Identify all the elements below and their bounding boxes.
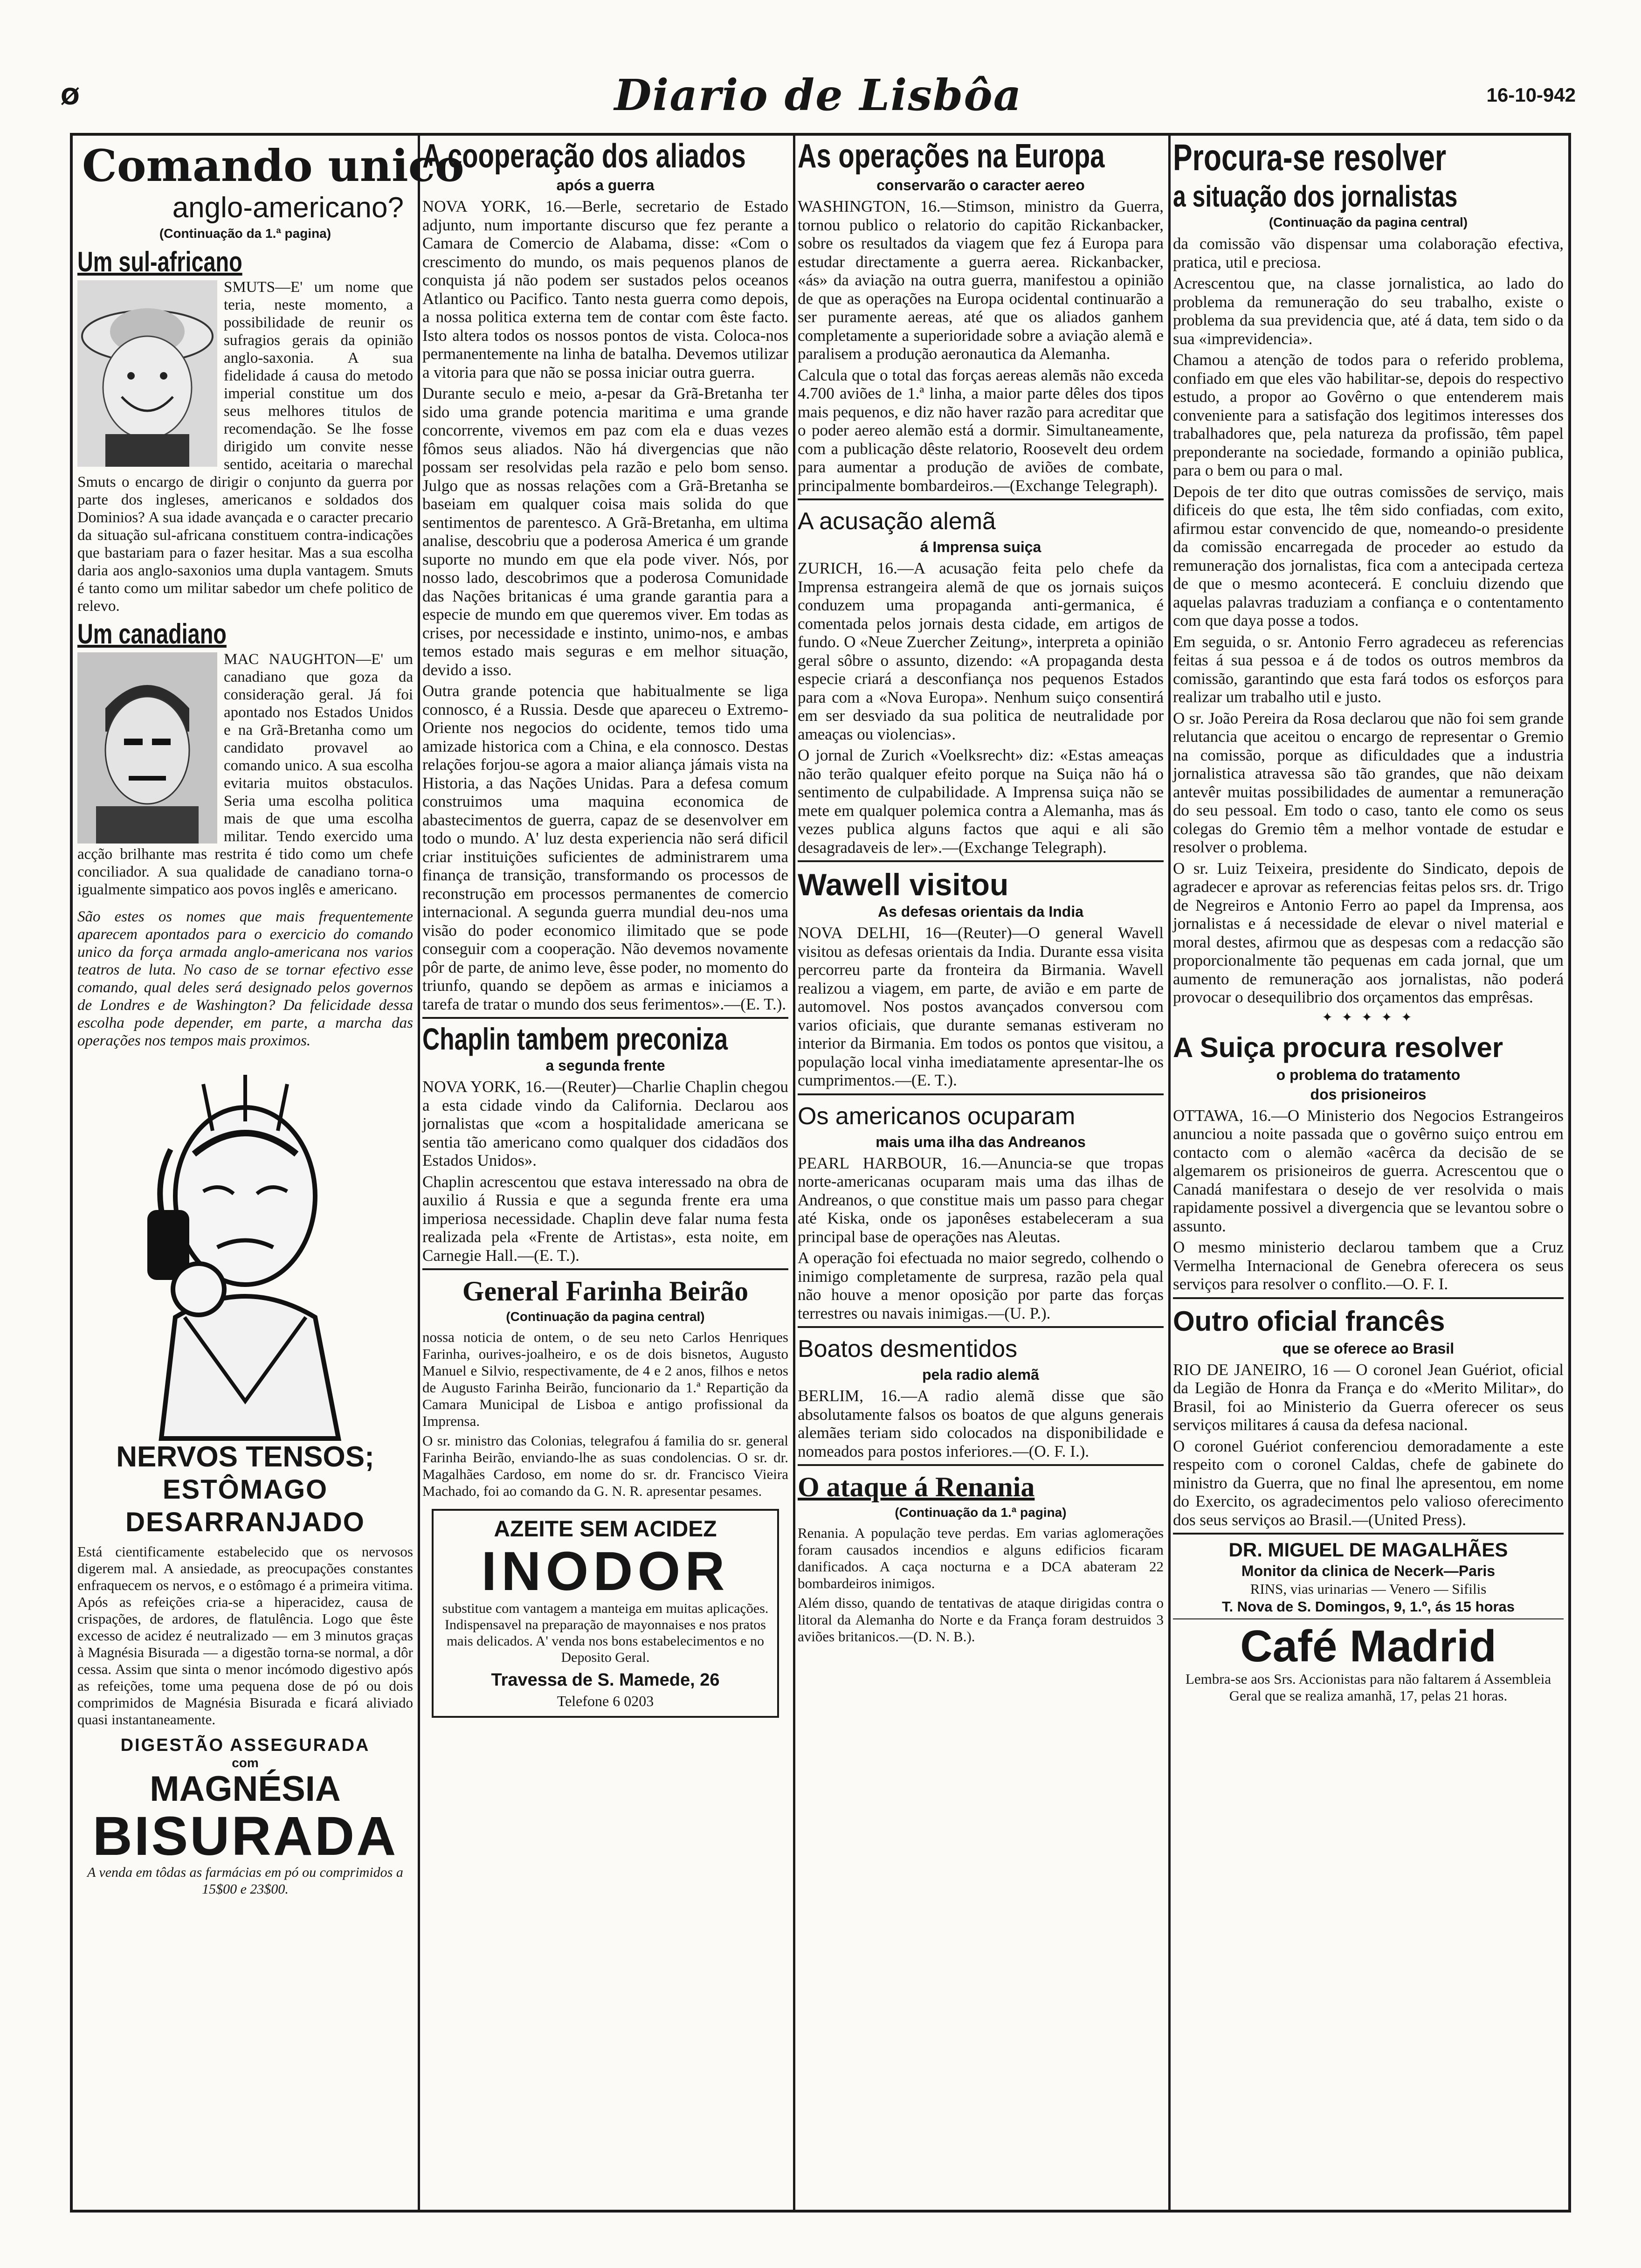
column-2 xyxy=(418,136,793,2210)
divider xyxy=(1173,1618,1564,1619)
article-paragraph: Depois de ter dito que outras comissões de serviço, mais dificeis do que esta, lhe têm sido confiadas, com exito, afirmou estar convencido de que, nomeando-o presidente da comissão encarregada de proceder ao estudo da remuneração dos jornalistas, fica com a antecipada certeza de que o mesmo acontecerá. E concluiu dizendo que aquelas palavras traduziam a confiança e o contentamento com que daya posse a todos. xyxy=(1173,482,1564,629)
article-paragraph: NOVA YORK, 16.—Berle, secretario de Estado adjunto, num importante discurso que fez perante a Camara de Comercio de Alabama, disse: «Com o crescimento do mundo, os mais pequenos planos de conquista já não podem ser sustados pelos oceanos Atlantico ou Pacifico. Tanto nesta guerra como depois, a nossa politica externa tem de contar com êste facto. Isto altera todos os nossos pontos de vista. Coloca-nos permanentemente na linha de batalha. Devemos utilizar a vitoria para que não se possa iniciar outra guerra. xyxy=(422,197,788,381)
article-paragraph: Além disso, quando de tentativas de ataque dirigidas contra o litoral da Alemanha do Norte e da França foram destruidos 3 aviões britanicos.—(D. N. B.). xyxy=(798,1595,1164,1645)
article-paragraph: O jornal de Zurich «Voelksrecht» diz: «Estas ameaças não terão qualquer efeito porque na Suiça não há o sentimento de culpabilidade. A Imprensa suiça não se mete em qualquer polemica contra a Alemanha, mas ás vezes publica alguns factos que aqui e ali são desagradaveis de ler».—(Exchange Telegraph). xyxy=(798,746,1164,857)
article-text: MAC NAUGHTON—E' um canadiano que goza da consideração geral. Já foi apontado nos Estados Unidos e na Grã-Bretanha como um candidato provavel ao comando unico. A sua escolha evitaria muitos obstaculos. Seria uma escolha politica mais de que uma escolha militar. Tendo exercido uma acção brilhante mas restrita é tido como um chefe conciliador. A sua qualidade de canadiano torna-o igualmente simpatico aos povos inglês e americano. xyxy=(77,651,413,898)
advert-body: Lembra-se aos Srs. Accionistas para não faltarem á Assembleia Geral que se realiza amanhã, 17, pelas 21 horas. xyxy=(1185,1671,1551,1704)
article-paragraph: O sr. João Pereira da Rosa declarou que não foi sem grande relutancia que aceitou o encargo de representar o Gremio na comissão, porque as dificuldades que a industria jornalistica atravessa são tão grandes, que não deixam antevêr muitas possibilidades de aumentar a remuneração do seu pessoal. Em todo o caso, tanto ele como os seus colegas do Gremio têm a melhor vontade de estudar e resolver o problema. xyxy=(1173,709,1564,856)
headline-oficial-frances: Outro oficial francês xyxy=(1173,1305,1445,1337)
article-paragraph: O coronel Guériot conferenciou demoradamente a este respeito com o coronel Caldas, chefe de gabinete do ministro da Guerra, que no final lhe apresentou, em nome do Exercito, os agradecimentos pelo valioso oferecimento dos seus serviços ao Brasil.—(United Press). xyxy=(1173,1437,1564,1529)
subheadline: á Imprensa suiça xyxy=(920,539,1041,555)
headline-boatos: Boatos desmentidos xyxy=(798,1335,1018,1362)
advert-footnote: A venda em tôdas as farmácias em pó ou comprimidos a 15$00 e 23$00. xyxy=(87,1865,403,1897)
advert-line: AZEITE SEM ACIDEZ xyxy=(494,1517,717,1542)
page-frame xyxy=(70,133,1571,2213)
article-paragraph: WASHINGTON, 16.—Stimson, ministro da Guerra, tornou publico o relatorio do capitão Rickanbacker, sobre os resultados da viagem que fez á Europa para estudar directamente a guerra aerea. Rickanbacker, «ás» da aviação na outra guerra, manifestou a opinião de que as operações na Europa ocidental continuarão a ser puramente aereas, até que os aliados ganhem completamente a superioridade sobre a aviação alemã e paralisem a produção aeronautica da Alemanha. xyxy=(798,197,1164,363)
subheadline: As defesas orientais da India xyxy=(877,903,1084,920)
telephone-man-image xyxy=(105,1056,385,1438)
advert-cafe-madrid xyxy=(1173,1622,1564,1704)
advert-line: Monitor da clinica de Necerk—Paris xyxy=(1241,1563,1496,1579)
article-paragraph: Em seguida, o sr. Antonio Ferro agradeceu as referencias feitas á sua pessoa e á de todos os outros membros da comissão, garantindo que esta fará todos os esforços para realizar um trabalho util e justo. xyxy=(1173,632,1564,706)
issue-date: 16-10-942 xyxy=(1486,84,1576,106)
advert-magnesia-bisurada xyxy=(77,1056,413,1898)
advert-com: com xyxy=(232,1756,259,1770)
headline-suica: A Suiça procura resolver xyxy=(1173,1031,1503,1063)
article-paragraph: Chamou a atenção de todos para o referido problema, confiado em que eles vão habilitar-se, depois do respectivo estudo, a propor ao Govêrno o que entenderem mais conveniente para a satisfação dos legitimos interesses dos trabalhadores que, pela natureza da profissão, têm papel preponderante na sociedade, formando a opinião publica, para o bem ou para o mal. xyxy=(1173,351,1564,479)
divider-ornament: ✦ ✦ ✦ ✦ ✦ xyxy=(1322,1010,1415,1025)
article-paragraph: OTTAWA, 16.—O Ministerio dos Negocios Estrangeiros anunciou a noite passada que o govêrno suiço entrou em contacto com o alemão «acêrca da decisão de se algemarem os prisioneiros de guerra. Acrescentou que o Canadá manifestara o desejo de ver resolvida o mais rapidamente possivel a divergencia que se levantou sobre o assunto. xyxy=(1173,1106,1564,1235)
subheadline: após a guerra xyxy=(556,177,655,194)
headline-subtitle: anglo-americano? xyxy=(172,192,404,224)
column-4 xyxy=(1168,136,1568,2210)
page-number: Ø xyxy=(61,84,80,110)
advert-slogan: DIGESTÃO ASSEGURADA xyxy=(120,1736,370,1755)
article-paragraph: Chaplin acrescentou que estava interessado na obra de auxilio á Russia e que a segunda frente era uma imperiosa necessidade. Chaplin deve falar numa festa realizada pela «Frente de Artistas», esta noite, em Carnegie Hall.—(E. T.). xyxy=(422,1172,788,1265)
masthead xyxy=(61,70,1576,126)
advert-name: Café Madrid xyxy=(1240,1621,1496,1671)
continuation-note: (Continuação da 1.ª pagina) xyxy=(895,1505,1067,1520)
portrait-smuts-image xyxy=(77,280,217,467)
article-paragraph: nossa noticia de ontem, o de seu neto Carlos Henriques Farinha, ourives-joalheiro, e os de dois bisnetos, Augusto Manuel e Silvio, respectivamente, de 4 e 2 anos, filhos e netos de Augusto Farinha Beirão, funcionario da 1.ª Repartição da Camara Municipal de Lisboa e antigo profissional da Imprensa. xyxy=(422,1329,788,1429)
subheadline: conservarão o caracter aereo xyxy=(876,177,1085,194)
article-paragraph: O sr. ministro das Colonias, telegrafou á familia do sr. general Farinha Beirão, enviando-lhe as suas condolencias. O sr. dr. Magalhães Cardoso, em nome do sr. dr. Francisco Vieira Machado, foi ao comando da G. N. R. apresentar pesames. xyxy=(422,1432,788,1499)
advert-phone: Telefone 6 0203 xyxy=(557,1693,654,1709)
portrait-mac-naughton-image xyxy=(77,652,217,844)
subheadline: mais uma ilha das Andreanos xyxy=(876,1133,1086,1150)
advert-brand-inodor: INODOR xyxy=(481,1541,730,1602)
divider xyxy=(798,1093,1164,1095)
article-paragraph: O sr. Luiz Teixeira, presidente do Sindicato, depois de agradecer e aprovar as referencias feitas pelos srs. dr. Trigo de Negreiros e Antonio Ferro ao papel da Imprensa, aos jornalistas e á necessidade de elevar o nivel material e moral destes, afirmou que as despesas com a redacção são proporcionalmente tão pequenas em cada jornal, que um aumento de remuneração aos jornalistas, não poderá provocar o desequilibrio dos orçamentos das emprêsas. xyxy=(1173,859,1564,1006)
headline-acusacao-alema: A acusação alemã xyxy=(798,508,996,535)
advert-body: substitue com vantagem a manteiga em muitas aplicações. Indispensavel na preparação de mayonnaises e nos pratos mais delicados. A' venda nos bons estabelecimentos e no Deposito Geral. xyxy=(442,1601,769,1665)
advert-brand-magnesia: MAGNÉSIA xyxy=(150,1769,341,1809)
headline-operacoes-europa: As operações na Europa xyxy=(798,138,1105,175)
article-closing: São estes os nomes que mais frequentemente aparecem apontados para o exercicio do comando unico da força armada anglo-americana nos varios teatros de luta. No caso de se tornar efectivo esse comando, qual deles será designado pelos governos de Londres e de Washington? Da felicidade dessa escolha pode depender, em parte, a marcha das operações nos tempos mais proximos. xyxy=(77,908,413,1049)
article-paragraph: BERLIM, 16.—A radio alemã disse que são absolutamente falsos os boatos de que alguns generais alemães teriam sido colocados na disponibilidade e nomeados para postos inferiores.—(O. F. I.). xyxy=(798,1387,1164,1460)
divider xyxy=(798,498,1164,500)
article-text: SMUTS—E' um nome que teria, neste momento, a possibilidade de reunir os sufragios gerais da opinião anglo-saxonia. A sua fidelidade á causa do metodo imperial constitue um dos seus melhores titulos de recomendação. Se lhe fosse dirigido um convite nesse sentido, aceitaria o marechal Smuts o encargo de dirigir o conjunto da guerra por parte dos ingleses, americanos e soldados dos Dominios? A sua idade avançada e o caracter precario da situação sul-africana constituem contra-indicações que bastariam para o fazer hesitar. Mas a sua escolha daria aos anglo-saxonios uma dupla vantagem. Smuts é tanto como um militar sabedor um chefe politico de relevo. xyxy=(77,279,413,615)
divider xyxy=(1173,1297,1564,1299)
divider xyxy=(798,1326,1164,1328)
subheadline: o problema do tratamento xyxy=(1276,1066,1461,1083)
continuation-note: (Continuação da pagina central) xyxy=(1269,215,1468,229)
subheadline: pela radio alemã xyxy=(922,1366,1039,1383)
article-paragraph: da comissão vão dispensar uma colaboração efectiva, pratica, util e preciosa. xyxy=(1173,235,1564,271)
article-paragraph: Outra grande potencia que habitualmente se liga connosco, é a Russia. Desde que apareceu o Extremo-Oriente nos negocios do ocidente, temos tido uma amizade historica com a China, e ela connosco. Destas relações forjou-se agora a maior aliança jámais vista na Historia, a das Nações Unidas. Para a defesa comum construimos uma maquina economica de abastecimentos de guerra, capaz de se desenvolver em todo o mundo. A' luz desta experiencia não será dificil criar instituições suficientes de administrarem uma finança de transição, transformando os processos de reconstrução em processos permanentes de comercio internacional. A segunda guerra mundial deu-nos uma visão do poder economico ilimitado que se pode conseguir com a cooperação. Não devemos novamente pôr de parte, de animo leve, êsse poder, no momento do triunfo, quando se depõem as armas e iniciamos a tarefa de tratar o mundo dos seus ferimentos».—(E. T.). xyxy=(422,682,788,1013)
column-1 xyxy=(73,136,464,2210)
subheadline: dos prisioneiros xyxy=(1310,1086,1427,1103)
article-paragraph: PEARL HARBOUR, 16.—Anuncia-se que tropas norte-americanas ocuparam mais uma das ilhas de Andreanos, o que constitue mais um passo para chegar até Kiska, onde os japonêses estabeleceram a sua principal base de operações nas Aleutas. xyxy=(798,1154,1164,1246)
headline-cooperacao: A cooperação dos aliados xyxy=(422,138,746,175)
advert-name: DR. MIGUEL DE MAGALHÃES xyxy=(1228,1539,1508,1561)
headline-situacao-jornalistas: a situação dos jornalistas xyxy=(1173,180,1458,213)
advert-dr-magalhaes xyxy=(1173,1538,1564,1616)
headline-procura-resolver: Procura-se resolver xyxy=(1173,137,1447,178)
article-paragraph: RIO DE JANEIRO, 16 — O coronel Jean Guériot, oficial da Legião de Honra da França e do «Merito Militar», do Brasil, foi ao Ministerio da Guerra oferecer os seus serviços militares á causa da defesa nacional. xyxy=(1173,1360,1564,1434)
subheadline: que se oferece ao Brasil xyxy=(1282,1340,1455,1357)
advert-line: T. Nova de S. Domingos, 9, 1.º, ás 15 horas xyxy=(1221,1598,1515,1615)
advert-brand-bisurada: BISURADA xyxy=(92,1805,398,1867)
subheadline: a segunda frente xyxy=(545,1057,665,1074)
article-paragraph: A operação foi efectuada no maior segredo, colhendo o inimigo completamente de surpresa, razão pela qual não houve a menor oposição por parte das forças terrestres ou navais inimigas.—(U. P.). xyxy=(798,1249,1164,1322)
section-head-sul-africano: Um sul-africano xyxy=(77,246,242,277)
headline-ataque-renania: O ataque á Renania xyxy=(798,1472,1035,1502)
divider xyxy=(422,1268,788,1270)
article-paragraph: ZURICH, 16.—A acusação feita pelo chefe da Imprensa estrangeira alemã de que os jornais suiços conduzem uma propaganda anti-germanica, é comentada pelos jornais desta cidade, em artigos de fundo. O «Neue Zuercher Zeitung», interpreta a opinião geral sôbre o assunto, dizendo: «A propaganda desta especie criará a desconfiança nos pequenos Estados para com a «Nova Europa». Nenhum suiço consentirá em ser desviado da sua politica de neutralidade por ameaças ou violencias». xyxy=(798,559,1164,743)
article-paragraph: NOVA YORK, 16.—(Reuter)—Charlie Chaplin chegou a esta cidade vindo da California. Declarou aos jornalistas que «com a hospitalidade americana se sentia tão americano como qualquer dos cidadãos dos Estados Unidos». xyxy=(422,1078,788,1169)
headline-comando-unico: Comando unico xyxy=(82,140,464,192)
headline-chaplin: Chaplin tambem preconiza xyxy=(422,1022,728,1056)
continuation-note: (Continuação da 1.ª pagina) xyxy=(159,226,331,241)
newspaper-title: Diario de Lisbôa xyxy=(614,70,1022,120)
article-paragraph: Acrescentou que, na classe jornalistica, ao lado do problema da remuneração do seu trabalho, existe o problema da sua previdencia que, até á data, tem sido o da sua «imprevidencia». xyxy=(1173,274,1564,348)
divider xyxy=(422,1017,788,1019)
article-paragraph: Durante seculo e meio, a-pesar da Grã-Bretanha ter sido uma grande potencia maritima e uma grande concorrente, vivemos em paz com ela e duas vezes fômos seus aliados. Não há divergencias que não possam ser resolvidas pela razão e pelo bom senso. Julgo que as nossas relações com a Grã-Bretanha se baseiam em qualquer coisa mais solida do que sentimentos de parentesco. A Grã-Bretanha, em ultima analise, descobriu que a poderosa America é um grande suporte no mundo em que ela pode viver. Nós, por nosso lado, descobrimos que a poderosa Comunidade das Nações britanicas é uma grande garantia para a especie de mundo em que queremos viver. Em todas as crises, por necessidade e instinto, unimo-nos, e ambas temos estado mais seguras e em melhor situação, devido a isso. xyxy=(422,384,788,679)
article-paragraph: Calcula que o total das forças aereas alemãs não exceda 4.700 aviões de 1.ª linha, a maior parte dêles dos tipos mais pequenos, e diz não haver razão para acreditar que o poder aereo alemão está a dormir. Simultaneamente, com a publicação dêste relatorio, Roosevelt deu ordem para aumentar a produção de aviões de combate, principalmente bombardeiros.—(Exchange Telegraph). xyxy=(798,366,1164,495)
continuation-note: (Continuação da pagina central) xyxy=(506,1309,705,1324)
advert-address: Travessa de S. Mamede, 26 xyxy=(491,1670,720,1690)
advert-head-2: ESTÔMAGO DESARRANJADO xyxy=(125,1474,365,1537)
headline-farinha-beirao: General Farinha Beirão xyxy=(462,1276,749,1307)
advert-body: Está cientificamente estabelecido que os nervosos digerem mal. A ansiedade, as preocupações constantes enfraquecem os nervos, e o estômago é a primeira vitima. Após as refeições cria-se a hiperacidez, causa de crispações, de ardores, de flatulência. Logo que êste excesso de acidez é neutralizado — em 3 minutos graças à Magnésia Bisurada — a digestão torna-se normal, a dôr cessa. Assim que sinta o menor incómodo digestivo após as refeições, tome uma pequena dose de pó ou dois comprimidos de Magnésia Bisurada e ficará aliviado quasi instantaneamente. xyxy=(77,1543,413,1728)
advert-inodor xyxy=(432,1509,779,1718)
divider xyxy=(798,1464,1164,1466)
article-paragraph: O mesmo ministerio declarou tambem que a Cruz Vermelha Internacional de Genebra oferecera os seus serviços para resolver o conflito.—O. F. I. xyxy=(1173,1238,1564,1293)
advert-line: RINS, vias urinarias — Venero — Sifilis xyxy=(1250,1581,1487,1597)
advert-head-1: NERVOS TENSOS; xyxy=(116,1441,374,1473)
article-paragraph: Renania. A população teve perdas. Em varias aglomerações foram causados incendios e alguns edificios ficaram danificados. A caça nocturna e a DCA abateram 22 bombardeiros inimigos. xyxy=(798,1525,1164,1591)
headline-wawell: Wawell visitou xyxy=(798,867,1009,902)
headline-americanos: Os americanos ocuparam xyxy=(798,1102,1076,1130)
column-3 xyxy=(793,136,1168,2210)
divider xyxy=(798,860,1164,862)
divider xyxy=(1173,1533,1564,1535)
section-head-canadiano: Um canadiano xyxy=(77,618,227,650)
article-paragraph: NOVA DELHI, 16—(Reuter)—O general Wavell visitou as defesas orientais da India. Durante essa visita percorreu parte da fronteira da Birmania. Wavell realizou a viagem, em parte, de avião e em parte de automovel. Nos postos avançados conversou com varios oficiais, que durante semanas estiveram no interior da Birmania. Em todos os pontos que visitou, a população local vinha imediatamente apresentar-lhe os cumprimentos.—(E. T.). xyxy=(798,924,1164,1089)
advert-illustration xyxy=(77,1056,413,1441)
